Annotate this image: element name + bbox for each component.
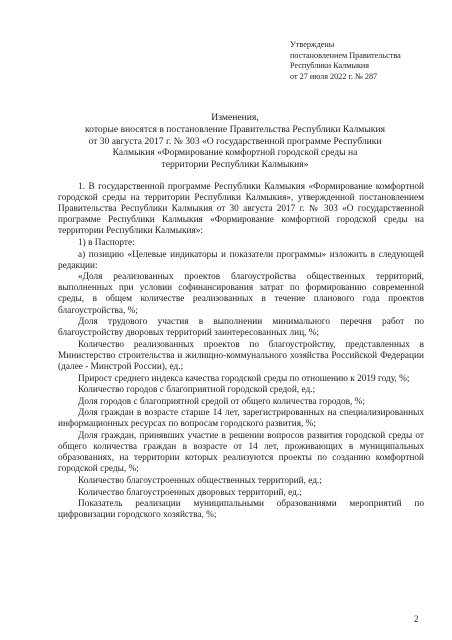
paragraph: Количество реализованных проектов по благоустройству, представленных в Министерство строительства и жилищно-коммунального хозяйства Российской Федерации (далее - Минстрой России), ед.; xyxy=(58,339,424,372)
paragraph: Количество благоустроенных общественных территорий, ед.; xyxy=(78,475,322,486)
approval-line: постановлением Правительства xyxy=(290,50,401,60)
title-line: Изменения, xyxy=(211,112,259,123)
paragraph: Показатель реализации муниципальными образованиями мероприятий по цифровизации городского хозяйства, %; xyxy=(58,499,424,521)
approval-line: Республики Калмыкия xyxy=(290,61,370,71)
paragraph: «Доля реализованных проектов благоустройства общественных территорий, выполненных при условии софинансирования затрат по формированию современной среды, в общем количестве реализованных в течение планового года проектов благоустройства, %; xyxy=(58,272,424,316)
approval-line: от 27 июля 2022 г. № 287 xyxy=(290,71,378,81)
paragraph: Доля граждан, принявших участие в решении вопросов развития городской среды от общего количества граждан в возрасте от 14 лет, проживающих в муниципальных образованиях, на территории которых реализуются проекты по созданию комфортной городской среды, %; xyxy=(58,431,424,475)
paragraph: Прирост среднего индекса качества городской среды по отношению к 2019 году, %; xyxy=(78,373,410,384)
page-number: 2 xyxy=(414,614,419,624)
approval-stamp xyxy=(290,40,401,82)
title-line: территории Республики Калмыкия» xyxy=(161,159,309,171)
paragraph: Количество благоустроенных дворовых территорий, ед.; xyxy=(78,487,302,498)
paragraph: Доля граждан в возрасте старше 14 лет, зарегистрированных на специализированных информационных ресурсах по вопросам городского развития, %; xyxy=(58,408,424,430)
title-line: от 30 августа 2017 г. № 303 «О государственной программе Республики xyxy=(88,135,382,147)
paragraph: 1. В государственной программе Республики Калмыкия «Формирование комфортной городской среды на территории Республики Калмыкия», утвержденной постановлением Правительства Республики Калмыкия от 30 августа 2017 г. № 303 «О государственной программе Республики Калмыкия «Формирование комфортной городской среды на территории Республики Калмыкия»: xyxy=(58,182,424,237)
paragraph: 1) в Паспорте: xyxy=(78,237,135,248)
document-body xyxy=(58,182,424,522)
title-line: Калмыкия «Формирование комфортной городской среды на xyxy=(112,147,358,159)
paragraph: Доля городов с благоприятной средой от общего количества городов, %; xyxy=(78,396,365,407)
paragraph: Количество городов с благоприятной городской средой, ед.; xyxy=(78,385,316,396)
title-line: которые вносятся в постановление Правительства Республики Калмыкия xyxy=(84,123,385,135)
paragraph: а) позицию «Целевые индикаторы и показатели программы» изложить в следующей редакции: xyxy=(58,249,424,271)
paragraph: Доля трудового участия в выполнении минимального перечня работ по благоустройству дворовых территорий заинтересованных лиц, %; xyxy=(58,317,424,339)
document-title xyxy=(40,112,430,171)
approval-line: Утверждены xyxy=(290,40,335,49)
